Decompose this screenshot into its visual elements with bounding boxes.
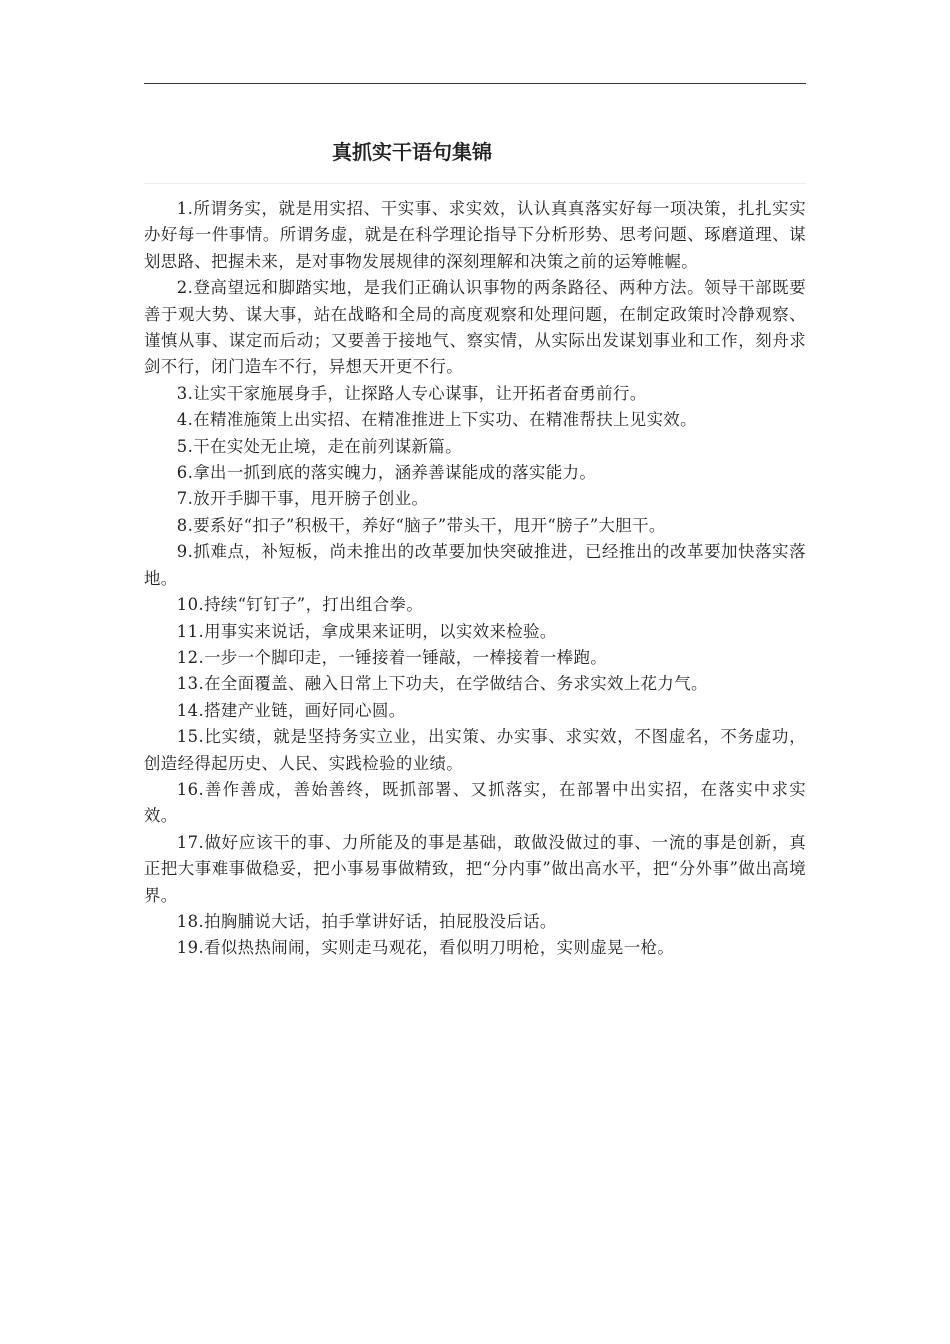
list-item: 12.一步一个脚印走，一锤接着一锤敲，一棒接着一棒跑。 <box>176 647 608 667</box>
list-item: 3.让实干家施展身手，让探路人专心谋事，让开拓者奋勇前行。 <box>176 383 647 403</box>
list-item: 14.搭建产业链，画好同心圆。 <box>176 700 406 720</box>
list-item: 10.持续“钉钉子”，打出组合拳。 <box>176 595 424 615</box>
list-item: 17.做好应该干的事、力所能及的事是基础，敢做没做过的事、一流的事是创新，真正把大事难事做稳妥，把小事易事做精致，把“分内事”做出高水平，把“分外事”做出高境界。 <box>144 832 806 905</box>
header-rule <box>144 83 806 84</box>
document-body <box>144 196 806 962</box>
list-item: 7.放开手脚干事，甩开膀子创业。 <box>176 489 429 509</box>
list-item: 16.善作善成，善始善终，既抓部署、又抓落实，在部署中出实招，在落实中求实效。 <box>144 779 806 826</box>
list-item: 19.看似热热闹闹，实则走马观花，看似明刀明枪，实则虚晃一枪。 <box>176 938 675 958</box>
title-divider <box>144 183 806 184</box>
list-item: 5.干在实处无止境，走在前列谋新篇。 <box>176 436 462 456</box>
list-item: 4.在精准施策上出实招、在精准推进上下实功、在精准帮扶上见实效。 <box>176 410 697 430</box>
list-item: 8.要系好“扣子”积极干，养好“脑子”带头干，甩开“膀子”大胆干。 <box>176 515 666 535</box>
list-item: 6.拿出一抓到底的落实魄力，涵养善谋能成的落实能力。 <box>176 463 597 483</box>
list-item: 2.登高望远和脚踏实地，是我们正确认识事物的两条路径、两种方法。领导干部既要善于观大势、谋大事，站在战略和全局的高度观察和处理问题，在制定政策时冷静观察、谨慎从事、谋定而后动；又要善于接地气、察实情，从实际出发谋划事业和工作，刻舟求剑不行，闭门造车不行，异想天开更不行。 <box>144 278 806 377</box>
list-item: 1.所谓务实，就是用实招、干实事、求实效，认认真真落实好每一项决策，扎扎实实办好每一件事情。所谓务虚，就是在科学理论指导下分析形势、思考问题、琢磨道理、谋划思路、把握未来，是对事物发展规律的深刻理解和决策之前的运筹帷幄。 <box>144 199 806 271</box>
list-item: 13.在全面覆盖、融入日常上下功夫，在学做结合、务求实效上花力气。 <box>176 674 708 694</box>
document-title: 真抓实干语句集锦 <box>332 140 492 164</box>
list-item: 11.用事实来说话，拿成果来证明，以实效来检验。 <box>176 621 557 641</box>
list-item: 18.拍胸脯说大话，拍手掌讲好话，拍屁股没后话。 <box>176 911 557 931</box>
list-item: 15.比实绩，就是坚持务实立业，出实策、办实事、求实效，不图虚名，不务虚功，创造经得起历史、人民、实践检验的业绩。 <box>144 727 806 773</box>
list-item: 9.抓难点，补短板，尚未推出的改革要加快突破推进，已经推出的改革要加快落实落地。 <box>144 542 806 588</box>
